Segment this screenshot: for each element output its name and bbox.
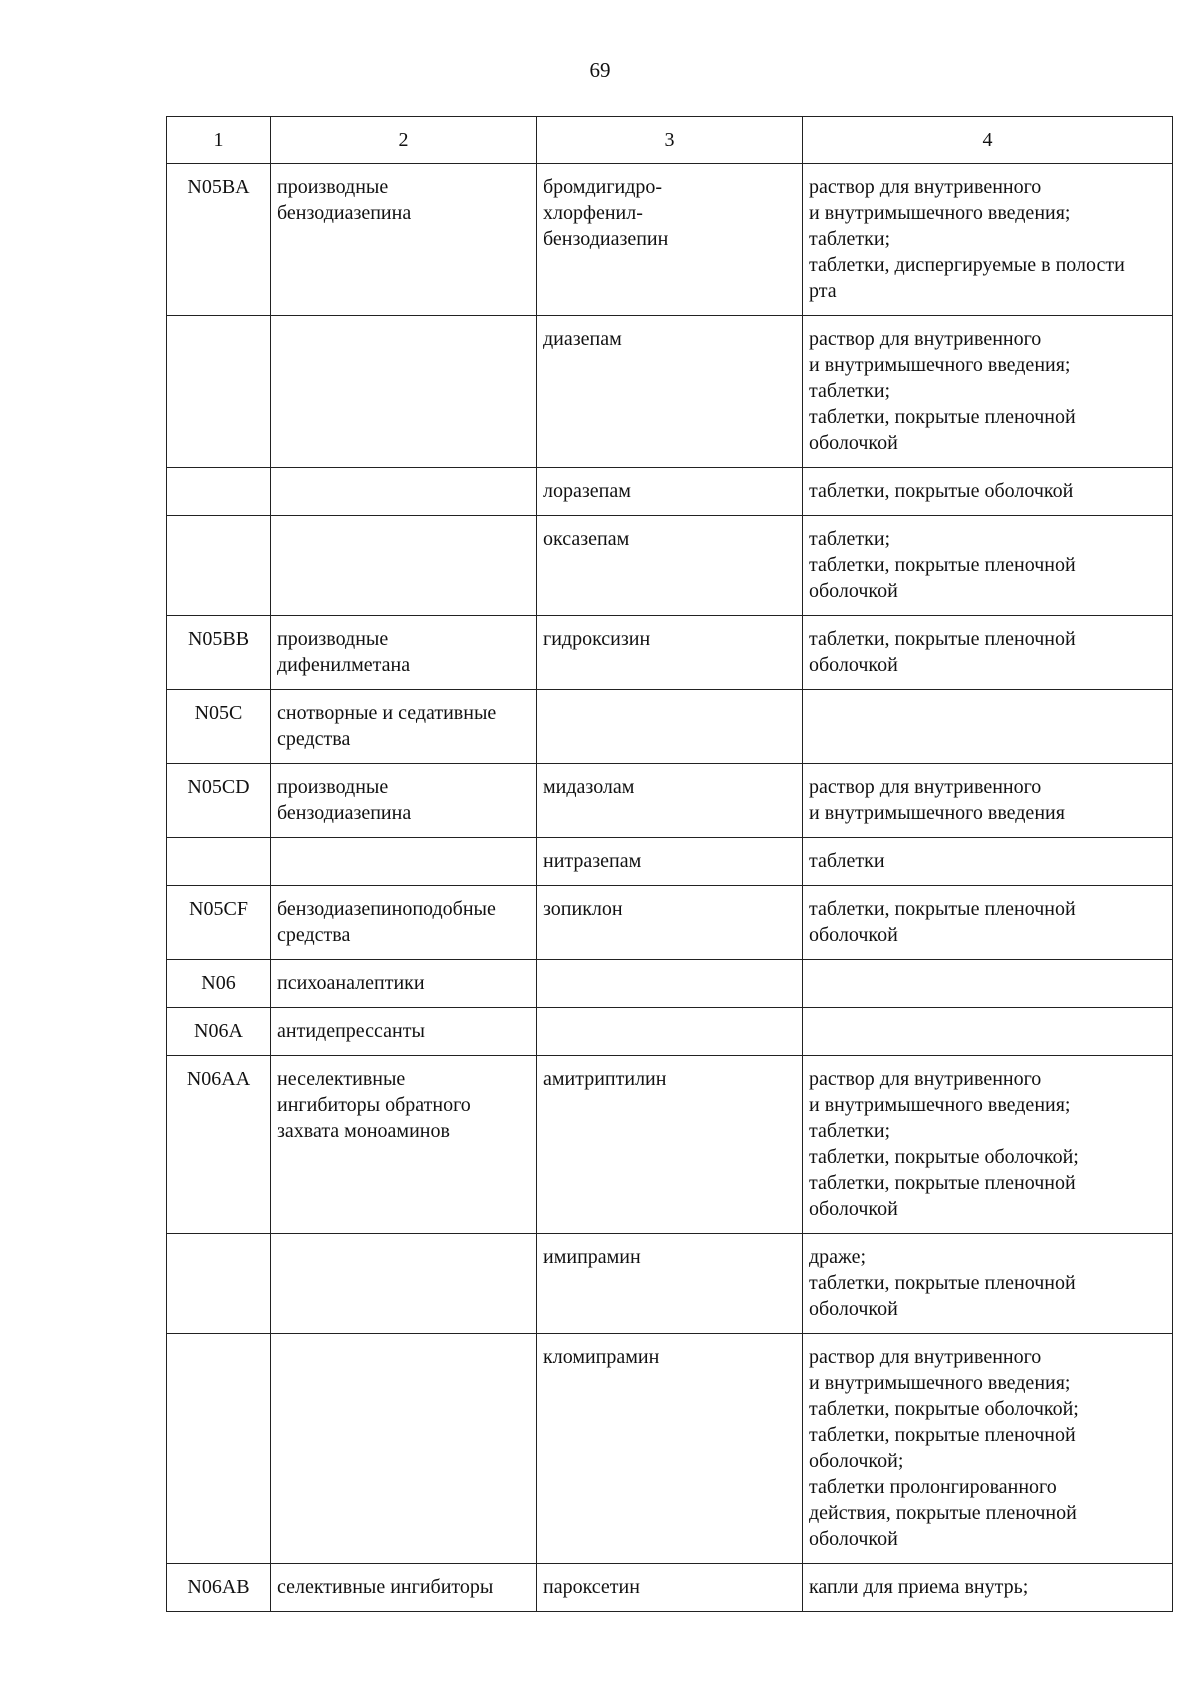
dosage-forms-line: таблетки; <box>809 528 891 550</box>
dosage-forms-cell <box>803 616 1173 690</box>
dosage-forms-line: таблетки <box>809 850 885 872</box>
drug-table <box>166 116 1173 1612</box>
dosage-forms-line: оболочкой; <box>809 1450 904 1472</box>
dosage-forms-cell <box>803 516 1173 616</box>
dosage-forms-cell <box>803 886 1173 960</box>
table-row <box>167 1008 1173 1056</box>
group-name-line: захвата моноаминов <box>277 1120 450 1142</box>
dosage-forms-line: таблетки пролонгированного <box>809 1476 1057 1498</box>
dosage-forms-line: и внутримышечного введения; <box>809 354 1071 376</box>
atc-code-cell <box>167 516 271 616</box>
substance-line: нитразепам <box>543 850 642 872</box>
atc-code-cell: N05BB <box>167 616 271 690</box>
substance-cell <box>537 1008 803 1056</box>
atc-code-cell: N05BA <box>167 164 271 316</box>
substance-cell <box>537 1564 803 1612</box>
group-name-line: бензодиазепина <box>277 202 412 224</box>
group-name-line: бензодиазепина <box>277 802 412 824</box>
group-name-line: средства <box>277 924 351 946</box>
group-name-cell <box>271 838 537 886</box>
dosage-forms-line: таблетки, покрытые оболочкой; <box>809 1398 1079 1420</box>
dosage-forms-line: оболочкой <box>809 580 898 602</box>
dosage-forms-line: оболочкой <box>809 1298 898 1320</box>
table-body <box>167 164 1173 1612</box>
table-header-row <box>167 117 1173 164</box>
dosage-forms-cell <box>803 838 1173 886</box>
table-row <box>167 468 1173 516</box>
substance-cell <box>537 616 803 690</box>
dosage-forms-line: капли для приема внутрь; <box>809 1576 1029 1598</box>
table-row <box>167 764 1173 838</box>
header-col-3: 3 <box>537 117 803 164</box>
atc-code-cell: N05CD <box>167 764 271 838</box>
substance-line: оксазепам <box>543 528 630 550</box>
substance-line: пароксетин <box>543 1576 640 1598</box>
group-name-line: бензодиазепиноподобные <box>277 898 496 920</box>
group-name-cell <box>271 764 537 838</box>
group-name-cell <box>271 468 537 516</box>
table-row <box>167 516 1173 616</box>
dosage-forms-line: таблетки, покрытые пленочной <box>809 406 1076 428</box>
dosage-forms-line: раствор для внутривенного <box>809 1068 1042 1090</box>
dosage-forms-cell <box>803 764 1173 838</box>
atc-code-cell <box>167 1334 271 1564</box>
substance-cell <box>537 1334 803 1564</box>
dosage-forms-cell <box>803 960 1173 1008</box>
table-row <box>167 886 1173 960</box>
dosage-forms-cell <box>803 1234 1173 1334</box>
table-row <box>167 1334 1173 1564</box>
group-name-cell <box>271 1334 537 1564</box>
group-name-line: ингибиторы обратного <box>277 1094 471 1116</box>
dosage-forms-line: таблетки, покрытые пленочной <box>809 1172 1076 1194</box>
group-name-cell <box>271 886 537 960</box>
header-col-4: 4 <box>803 117 1173 164</box>
header-col-1: 1 <box>167 117 271 164</box>
group-name-cell <box>271 516 537 616</box>
substance-line: диазепам <box>543 328 622 350</box>
dosage-forms-line: оболочкой <box>809 654 898 676</box>
atc-code-cell <box>167 316 271 468</box>
dosage-forms-line: и внутримышечного введения; <box>809 202 1071 224</box>
dosage-forms-line: таблетки; <box>809 380 891 402</box>
group-name-line: психоаналептики <box>277 972 425 994</box>
dosage-forms-cell <box>803 164 1173 316</box>
substance-cell <box>537 316 803 468</box>
table-row <box>167 1564 1173 1612</box>
dosage-forms-line: и внутримышечного введения <box>809 802 1065 824</box>
dosage-forms-line: таблетки, покрытые пленочной <box>809 898 1076 920</box>
header-col-2: 2 <box>271 117 537 164</box>
dosage-forms-line: таблетки; <box>809 228 891 250</box>
table-row <box>167 960 1173 1008</box>
table-row <box>167 616 1173 690</box>
dosage-forms-line: таблетки, покрытые пленочной <box>809 554 1076 576</box>
dosage-forms-line: таблетки, покрытые оболочкой <box>809 480 1074 502</box>
group-name-cell <box>271 164 537 316</box>
dosage-forms-line: драже; <box>809 1246 867 1268</box>
atc-code-cell: N05C <box>167 690 271 764</box>
group-name-line: производные <box>277 628 389 650</box>
dosage-forms-line: таблетки, покрытые пленочной <box>809 1424 1076 1446</box>
substance-cell <box>537 690 803 764</box>
table-row <box>167 164 1173 316</box>
dosage-forms-line: оболочкой <box>809 1528 898 1550</box>
group-name-line: неселективные <box>277 1068 406 1090</box>
dosage-forms-line: оболочкой <box>809 924 898 946</box>
dosage-forms-line: таблетки, покрытые оболочкой; <box>809 1146 1079 1168</box>
substance-line: мидазолам <box>543 776 635 798</box>
substance-line: имипрамин <box>543 1246 641 1268</box>
dosage-forms-cell <box>803 316 1173 468</box>
table-row <box>167 1234 1173 1334</box>
group-name-cell <box>271 960 537 1008</box>
atc-code-cell <box>167 468 271 516</box>
substance-cell <box>537 516 803 616</box>
atc-code-cell: N06AB <box>167 1564 271 1612</box>
substance-line: бромдигидро- <box>543 176 663 198</box>
group-name-cell <box>271 690 537 764</box>
group-name-line: дифенилметана <box>277 654 411 676</box>
dosage-forms-line: таблетки, покрытые пленочной <box>809 628 1076 650</box>
atc-code-cell: N06 <box>167 960 271 1008</box>
dosage-forms-line: раствор для внутривенного <box>809 176 1042 198</box>
dosage-forms-line: рта <box>809 280 837 302</box>
group-name-cell <box>271 316 537 468</box>
dosage-forms-cell <box>803 690 1173 764</box>
group-name-line: селективные ингибиторы <box>277 1576 494 1598</box>
substance-cell <box>537 1056 803 1234</box>
table-row <box>167 1056 1173 1234</box>
substance-line: кломипрамин <box>543 1346 660 1368</box>
dosage-forms-cell <box>803 468 1173 516</box>
dosage-forms-cell <box>803 1334 1173 1564</box>
substance-line: бензодиазепин <box>543 228 669 250</box>
substance-cell <box>537 468 803 516</box>
substance-cell <box>537 1234 803 1334</box>
atc-code-cell <box>167 1234 271 1334</box>
group-name-cell <box>271 616 537 690</box>
dosage-forms-line: и внутримышечного введения; <box>809 1372 1071 1394</box>
dosage-forms-line: оболочкой <box>809 1198 898 1220</box>
substance-cell <box>537 764 803 838</box>
substance-cell <box>537 838 803 886</box>
atc-code-cell: N05CF <box>167 886 271 960</box>
dosage-forms-line: раствор для внутривенного <box>809 776 1042 798</box>
dosage-forms-line: таблетки, диспергируемые в полости <box>809 254 1125 276</box>
dosage-forms-line: раствор для внутривенного <box>809 1346 1042 1368</box>
group-name-line: снотворные и седативные <box>277 702 497 724</box>
group-name-line: производные <box>277 176 389 198</box>
group-name-cell <box>271 1008 537 1056</box>
atc-code-cell <box>167 838 271 886</box>
dosage-forms-cell <box>803 1008 1173 1056</box>
group-name-line: средства <box>277 728 351 750</box>
group-name-cell <box>271 1056 537 1234</box>
substance-cell <box>537 886 803 960</box>
atc-code-cell: N06A <box>167 1008 271 1056</box>
dosage-forms-line: раствор для внутривенного <box>809 328 1042 350</box>
table-row <box>167 690 1173 764</box>
dosage-forms-cell <box>803 1564 1173 1612</box>
dosage-forms-line: действия, покрытые пленочной <box>809 1502 1077 1524</box>
group-name-cell <box>271 1564 537 1612</box>
dosage-forms-line: и внутримышечного введения; <box>809 1094 1071 1116</box>
page-number: 69 <box>589 58 611 82</box>
dosage-forms-line: оболочкой <box>809 432 898 454</box>
group-name-line: производные <box>277 776 389 798</box>
table-row <box>167 316 1173 468</box>
substance-line: зопиклон <box>543 898 623 920</box>
substance-line: амитриптилин <box>543 1068 667 1090</box>
substance-line: хлорфенил- <box>543 202 643 224</box>
group-name-cell <box>271 1234 537 1334</box>
dosage-forms-line: таблетки, покрытые пленочной <box>809 1272 1076 1294</box>
group-name-line: антидепрессанты <box>277 1020 425 1042</box>
substance-line: гидроксизин <box>543 628 651 650</box>
substance-cell <box>537 164 803 316</box>
substance-cell <box>537 960 803 1008</box>
dosage-forms-cell <box>803 1056 1173 1234</box>
substance-line: лоразепам <box>543 480 631 502</box>
table-row <box>167 838 1173 886</box>
atc-code-cell: N06AA <box>167 1056 271 1234</box>
dosage-forms-line: таблетки; <box>809 1120 891 1142</box>
